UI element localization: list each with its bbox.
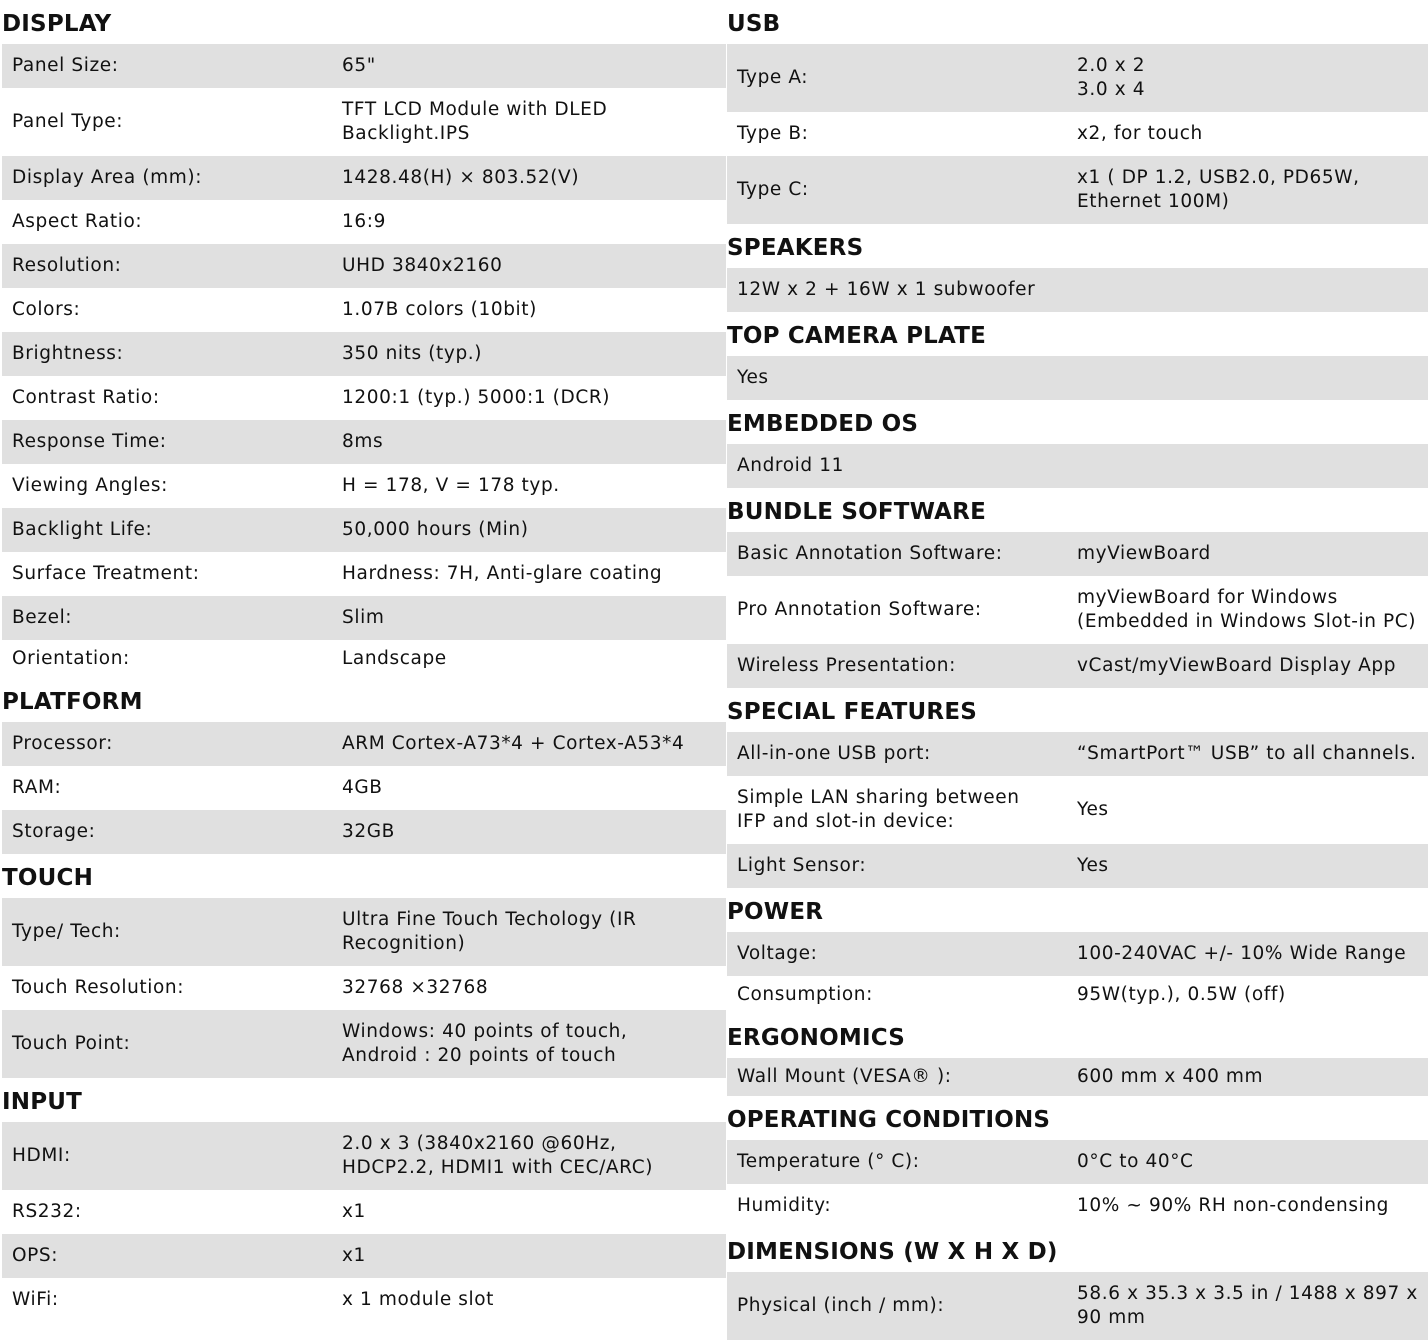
spec-value: 65" bbox=[342, 55, 376, 76]
spec-label: Type C: bbox=[737, 179, 809, 200]
spec-label: Touch Resolution: bbox=[12, 977, 185, 998]
spec-value: x1 bbox=[342, 1201, 366, 1222]
spec-row bbox=[2, 420, 726, 464]
spec-label: Humidity: bbox=[737, 1195, 832, 1216]
spec-label: Backlight Life: bbox=[12, 519, 153, 540]
spec-value: 350 nits (typ.) bbox=[342, 343, 483, 364]
spec-label: Viewing Angles: bbox=[12, 475, 168, 496]
spec-label: Colors: bbox=[12, 299, 81, 320]
spec-value: vCast/myViewBoard Display App bbox=[1077, 655, 1397, 676]
spec-row bbox=[727, 356, 1428, 400]
spec-label: Resolution: bbox=[12, 255, 122, 276]
spec-row bbox=[2, 44, 726, 88]
spec-row bbox=[2, 332, 726, 376]
spec-row bbox=[2, 1010, 726, 1078]
spec-value: Ultra Fine Touch Techology (IR Recognition) bbox=[342, 909, 637, 954]
spec-value: ARM Cortex-A73*4 + Cortex-A53*4 bbox=[342, 733, 685, 754]
spec-value: 32768 ×32768 bbox=[342, 977, 489, 998]
spec-section-ergonomics bbox=[727, 1014, 1428, 1096]
spec-row bbox=[2, 288, 726, 332]
section-title: OPERATING CONDITIONS bbox=[727, 1107, 1051, 1133]
spec-row bbox=[2, 1122, 726, 1190]
spec-label: Android 11 bbox=[737, 455, 844, 476]
spec-row bbox=[727, 776, 1428, 844]
spec-value: “SmartPort™ USB” to all channels. bbox=[1077, 743, 1417, 764]
spec-row bbox=[727, 444, 1428, 488]
spec-label: Type B: bbox=[737, 123, 809, 144]
spec-label: Pro Annotation Software: bbox=[737, 599, 982, 620]
spec-label: Type/ Tech: bbox=[12, 921, 121, 942]
spec-label: Yes bbox=[737, 367, 769, 388]
section-title: ERGONOMICS bbox=[727, 1025, 905, 1051]
spec-row bbox=[727, 1184, 1428, 1228]
section-title: SPECIAL FEATURES bbox=[727, 699, 978, 725]
spec-row bbox=[2, 1190, 726, 1234]
spec-section-display bbox=[2, 0, 726, 678]
spec-label: Simple LAN sharing between IFP and slot-in device: bbox=[737, 787, 1020, 832]
spec-value: 8ms bbox=[342, 431, 384, 452]
spec-value: 100-240VAC +/- 10% Wide Range bbox=[1077, 943, 1407, 964]
spec-row bbox=[2, 640, 726, 678]
spec-value: 2.0 x 3 (3840x2160 @60Hz, HDCP2.2, HDMI1 with CEC/ARC) bbox=[342, 1133, 654, 1178]
spec-row bbox=[727, 44, 1428, 112]
spec-value: 600 mm x 400 mm bbox=[1077, 1066, 1264, 1087]
spec-row bbox=[2, 244, 726, 288]
spec-label: Consumption: bbox=[737, 984, 873, 1005]
spec-label: Wireless Presentation: bbox=[737, 655, 956, 676]
spec-value: H = 178, V = 178 typ. bbox=[342, 475, 560, 496]
spec-row bbox=[2, 552, 726, 596]
spec-value: myViewBoard bbox=[1077, 543, 1211, 564]
spec-value: 1428.48(H) × 803.52(V) bbox=[342, 167, 580, 188]
spec-label: Wall Mount (VESA® ): bbox=[737, 1066, 952, 1087]
spec-row bbox=[727, 844, 1428, 888]
spec-value: 4GB bbox=[342, 777, 383, 798]
section-title: TOUCH bbox=[2, 865, 94, 891]
spec-value: x2, for touch bbox=[1077, 123, 1203, 144]
spec-row bbox=[2, 722, 726, 766]
spec-label: Response Time: bbox=[12, 431, 167, 452]
spec-value: 1200:1 (typ.) 5000:1 (DCR) bbox=[342, 387, 611, 408]
spec-row bbox=[727, 156, 1428, 224]
spec-label: Temperature (° C): bbox=[737, 1151, 920, 1172]
spec-row bbox=[2, 88, 726, 156]
spec-section-dimensions-w-x-h-x-d bbox=[727, 1228, 1428, 1340]
spec-row bbox=[2, 464, 726, 508]
spec-label: Light Sensor: bbox=[737, 855, 867, 876]
spec-row bbox=[727, 932, 1428, 976]
spec-label: Surface Treatment: bbox=[12, 563, 200, 584]
spec-row bbox=[2, 508, 726, 552]
spec-row bbox=[2, 200, 726, 244]
spec-label: Brightness: bbox=[12, 343, 124, 364]
spec-value: myViewBoard for Windows (Embedded in Windows Slot-in PC) bbox=[1077, 587, 1417, 632]
section-title: EMBEDDED OS bbox=[727, 411, 919, 437]
spec-section-usb bbox=[727, 0, 1428, 224]
spec-value: Landscape bbox=[342, 648, 447, 669]
spec-section-embedded-os bbox=[727, 400, 1428, 488]
spec-label: OPS: bbox=[12, 1245, 59, 1266]
spec-row bbox=[727, 1140, 1428, 1184]
section-title: DIMENSIONS (W X H X D) bbox=[727, 1239, 1058, 1265]
spec-value: 2.0 x 2 3.0 x 4 bbox=[1077, 55, 1146, 100]
spec-row bbox=[2, 156, 726, 200]
spec-section-power bbox=[727, 888, 1428, 1014]
spec-section-special-features bbox=[727, 688, 1428, 888]
spec-section-input bbox=[2, 1078, 726, 1322]
spec-value: 32GB bbox=[342, 821, 395, 842]
spec-label: 12W x 2 + 16W x 1 subwoofer bbox=[737, 279, 1036, 300]
spec-label: RS232: bbox=[12, 1201, 82, 1222]
spec-label: Aspect Ratio: bbox=[12, 211, 143, 232]
section-title: PLATFORM bbox=[2, 689, 143, 715]
spec-value: UHD 3840x2160 bbox=[342, 255, 503, 276]
spec-value: x1 ( DP 1.2, USB2.0, PD65W, Ethernet 100M) bbox=[1077, 167, 1360, 212]
spec-row bbox=[2, 966, 726, 1010]
spec-section-platform bbox=[2, 678, 726, 854]
section-title: DISPLAY bbox=[2, 11, 112, 37]
spec-value: 10% ~ 90% RH non-condensing bbox=[1077, 1195, 1389, 1216]
section-title: USB bbox=[727, 11, 781, 37]
spec-column-right bbox=[727, 0, 1428, 1340]
spec-value: Yes bbox=[1077, 855, 1109, 876]
spec-row bbox=[2, 376, 726, 420]
spec-value: 58.6 x 35.3 x 3.5 in / 1488 x 897 x 90 mm bbox=[1077, 1283, 1418, 1328]
spec-value: 1.07B colors (10bit) bbox=[342, 299, 537, 320]
section-title: BUNDLE SOFTWARE bbox=[727, 499, 986, 525]
spec-row bbox=[727, 532, 1428, 576]
spec-row bbox=[727, 976, 1428, 1014]
spec-label: Voltage: bbox=[737, 943, 818, 964]
spec-row bbox=[2, 596, 726, 640]
spec-label: Touch Point: bbox=[12, 1033, 131, 1054]
spec-row bbox=[727, 644, 1428, 688]
spec-label: HDMI: bbox=[12, 1145, 71, 1166]
section-title: INPUT bbox=[2, 1089, 83, 1115]
spec-value: Yes bbox=[1077, 799, 1109, 820]
spec-row bbox=[727, 268, 1428, 312]
spec-value: Slim bbox=[342, 607, 385, 628]
spec-value: x 1 module slot bbox=[342, 1289, 495, 1310]
spec-label: Panel Size: bbox=[12, 55, 119, 76]
spec-label: Bezel: bbox=[12, 607, 73, 628]
spec-label: Physical (inch / mm): bbox=[737, 1295, 945, 1316]
spec-value: Windows: 40 points of touch, Android : 20 points of touch bbox=[342, 1021, 628, 1066]
spec-value: TFT LCD Module with DLED Backlight.IPS bbox=[342, 99, 608, 144]
spec-label: Display Area (mm): bbox=[12, 167, 203, 188]
section-title: SPEAKERS bbox=[727, 235, 864, 261]
spec-section-operating-conditions bbox=[727, 1096, 1428, 1228]
spec-value: 95W(typ.), 0.5W (off) bbox=[1077, 984, 1286, 1005]
spec-label: Contrast Ratio: bbox=[12, 387, 160, 408]
spec-label: WiFi: bbox=[12, 1289, 59, 1310]
spec-section-bundle-software bbox=[727, 488, 1428, 688]
spec-label: Processor: bbox=[12, 733, 114, 754]
spec-label: RAM: bbox=[12, 777, 62, 798]
spec-label: Basic Annotation Software: bbox=[737, 543, 1003, 564]
section-title: POWER bbox=[727, 899, 824, 925]
spec-row bbox=[727, 1272, 1428, 1340]
spec-section-top-camera-plate bbox=[727, 312, 1428, 400]
spec-column-left bbox=[2, 0, 726, 1322]
spec-value: 0°C to 40°C bbox=[1077, 1151, 1194, 1172]
spec-row bbox=[727, 1058, 1428, 1096]
spec-section-touch bbox=[2, 854, 726, 1078]
spec-value: 50,000 hours (Min) bbox=[342, 519, 529, 540]
spec-label: All-in-one USB port: bbox=[737, 743, 931, 764]
spec-row bbox=[727, 112, 1428, 156]
spec-row bbox=[2, 1234, 726, 1278]
spec-value: 16:9 bbox=[342, 211, 386, 232]
spec-label: Panel Type: bbox=[12, 111, 124, 132]
spec-value: Hardness: 7H, Anti-glare coating bbox=[342, 563, 663, 584]
spec-row bbox=[2, 766, 726, 810]
spec-row bbox=[2, 1278, 726, 1322]
spec-row bbox=[2, 898, 726, 966]
spec-row bbox=[2, 810, 726, 854]
spec-row bbox=[727, 576, 1428, 644]
spec-label: Storage: bbox=[12, 821, 96, 842]
section-title: TOP CAMERA PLATE bbox=[727, 323, 987, 349]
spec-label: Type A: bbox=[737, 67, 809, 88]
spec-label: Orientation: bbox=[12, 648, 130, 669]
spec-section-speakers bbox=[727, 224, 1428, 312]
spec-value: x1 bbox=[342, 1245, 366, 1266]
spec-row bbox=[727, 732, 1428, 776]
